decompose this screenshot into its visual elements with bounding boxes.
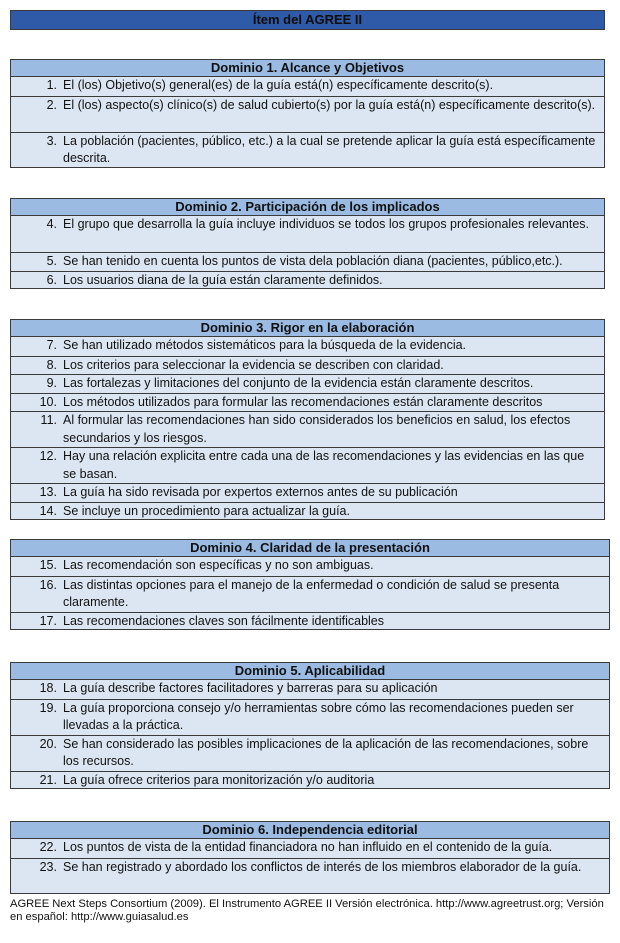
item-number: 14. [39,503,57,518]
item-text: Los usuarios diana de la guía están claramente definidos. [63,272,383,287]
item-text: Las fortalezas y limitaciones del conjunto de la evidencia están claramente descritos. [63,376,534,390]
item-row [11,502,604,521]
item-row [11,771,609,790]
item-text: Se han considerado las posibles implicaciones de la aplicación de las recomendaciones, sobre los recursos. [63,736,589,768]
item-text: El (los) Objetivo(s) general(es) de la guía está(n) específicamente descrito(s). [63,78,494,92]
item-row [11,96,604,132]
item-row [11,557,609,576]
item-text: La guía ofrece criterios para monitorización y/o auditoria [63,772,375,787]
item-text: Los métodos utilizados para formular las recomendaciones están claramente descritos [63,394,543,409]
item-row [11,612,609,631]
item-row [11,337,604,356]
item-number: 11. [40,413,57,427]
citation-footer: AGREE Next Steps Consortium (2009). El Instrumento AGREE II Versión electrónica. http://www.agreetrust.org; Versión en español: http://www.guiasalud.es [10,898,604,923]
item-number: 7. [46,338,57,352]
item-row [11,858,609,894]
item-row [11,680,609,699]
item-number: 8. [46,357,57,372]
domain-header: Dominio 4. Claridad de la presentación [10,539,610,557]
domain-header: Dominio 6. Independencia editorial [10,821,610,839]
item-number: 3. [46,133,57,148]
item-text: Al formular las recomendaciones han sido considerados los beneficios en salud, los efectos secundarios y los riesgos. [63,413,571,445]
domain-header: Dominio 3. Rigor en la elaboración [10,319,605,337]
item-row [11,447,604,483]
domain-items-table [10,336,605,520]
item-text: La guía describe factores facilitadores y barreras para su aplicación [63,681,438,695]
item-number: 23. [39,859,57,874]
item-number: 20. [39,736,57,751]
item-text: La población (pacientes, público, etc.) a la cual se pretende aplicar la guía está específicamente descrita. [63,133,596,165]
item-text: Las recomendaciones claves son fácilmente identificables [63,613,385,628]
item-number: 2. [46,97,57,112]
item-number: 4. [46,217,57,231]
item-number: 15. [39,558,57,572]
item-text: Las distintas opciones para el manejo de la enfermedad o condición de salud se presenta claramente. [63,577,560,609]
item-number: 9. [46,376,57,390]
item-number: 16. [39,577,57,592]
item-number: 1. [46,78,57,92]
item-row [11,77,604,96]
item-row [11,374,604,393]
item-row [11,839,609,858]
item-text: Se han tenido en cuenta los puntos de vista dela población diana (pacientes, público,etc.). [63,254,563,268]
item-number: 10. [39,394,57,409]
item-text: La guía proporciona consejo y/o herramientas sobre cómo las recomendaciones pueden ser llevadas a la práctica. [63,700,574,732]
item-row [11,356,604,375]
page-title: Ítem del AGREE II [10,10,605,30]
item-text: El grupo que desarrolla la guía incluye individuos se todos los grupos profesionales relevantes. [63,217,590,231]
domain-items-table [10,215,605,289]
item-text: Se incluye un procedimiento para actualizar la guía. [63,503,350,518]
domain-header: Dominio 2. Participación de los implicados [10,198,605,216]
item-row [11,483,604,502]
item-text: Hay una relación explicita entre cada una de las recomendaciones y las evidencias en las que se basan. [63,449,585,481]
domain-header: Dominio 1. Alcance y Objetivos [10,59,605,77]
item-row [11,216,604,252]
item-number: 5. [46,254,57,268]
item-number: 21. [39,772,57,787]
item-number: 17. [39,613,57,628]
item-number: 12. [39,449,57,463]
item-row [11,271,604,290]
item-row [11,132,604,168]
item-number: 13. [39,485,57,499]
item-text: Se han utilizado métodos sistemáticos para la búsqueda de la evidencia. [63,338,467,352]
item-text: Los puntos de vista de la entidad financiadora no han influido en el contenido de la guía. [63,840,553,854]
item-number: 6. [46,272,57,287]
item-text: Las recomendación son específicas y no son ambiguas. [63,558,374,572]
domain-items-table [10,838,610,894]
item-text: El (los) aspecto(s) clínico(s) de salud cubierto(s) por la guía está(n) específicamente descrito(s). [63,97,596,112]
item-number: 22. [39,840,57,854]
item-row [11,411,604,447]
domain-items-table [10,556,610,630]
item-text: Los criterios para seleccionar la evidencia se describen con claridad. [63,357,444,372]
item-text: Se han registrado y abordado los conflictos de interés de los miembros elaborador de la guía. [63,859,582,874]
item-number: 18. [39,681,57,695]
item-row [11,735,609,771]
domain-items-table [10,679,610,789]
item-text: La guía ha sido revisada por expertos externos antes de su publicación [63,485,458,499]
domain-items-table [10,76,605,168]
item-row [11,576,609,612]
item-number: 19. [39,700,57,715]
item-row [11,252,604,271]
domain-header: Dominio 5. Aplicabilidad [10,662,610,680]
item-row [11,393,604,412]
item-row [11,699,609,735]
